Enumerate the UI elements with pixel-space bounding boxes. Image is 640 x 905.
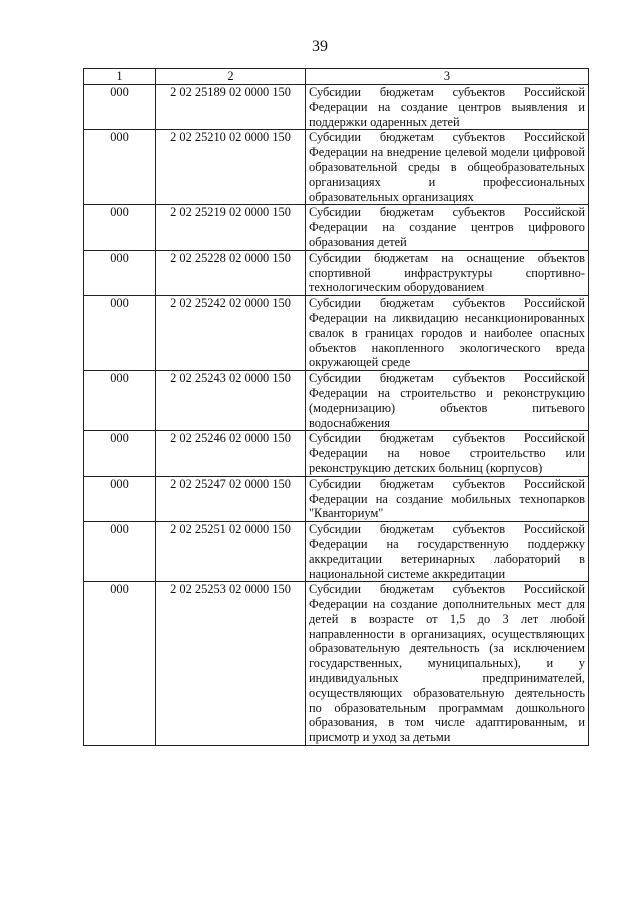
column-header-2: 2 (156, 69, 306, 85)
budget-code-cell: 2 02 25246 02 0000 150 (156, 431, 306, 476)
table-row (84, 431, 589, 476)
column-header-1: 1 (84, 69, 156, 85)
admin-code-cell: 000 (84, 431, 156, 476)
table-row (84, 371, 589, 431)
table-header-row (84, 69, 589, 85)
admin-code-cell: 000 (84, 582, 156, 746)
description-cell: Субсидии бюджетам субъектов Российской Федерации на государственную поддержку аккредитации ветеринарных лабораторий в национальной системе аккредитации (306, 522, 589, 582)
admin-code-cell: 000 (84, 85, 156, 130)
description-cell: Субсидии бюджетам субъектов Российской Федерации на внедрение целевой модели цифровой образовательной среды в общеобразовательных организациях и профессиональных образовательных организациях (306, 130, 589, 205)
table-row (84, 130, 589, 205)
admin-code-cell: 000 (84, 250, 156, 295)
budget-code-cell: 2 02 25210 02 0000 150 (156, 130, 306, 205)
column-header-3: 3 (306, 69, 589, 85)
admin-code-cell: 000 (84, 476, 156, 521)
description-cell: Субсидии бюджетам субъектов Российской Федерации на создание центров выявления и поддержки одаренных детей (306, 85, 589, 130)
table-row (84, 582, 589, 746)
budget-code-cell: 2 02 25247 02 0000 150 (156, 476, 306, 521)
admin-code-cell: 000 (84, 296, 156, 371)
admin-code-cell: 000 (84, 205, 156, 250)
budget-code-cell: 2 02 25251 02 0000 150 (156, 522, 306, 582)
table-row (84, 205, 589, 250)
budget-code-cell: 2 02 25243 02 0000 150 (156, 371, 306, 431)
budget-code-cell: 2 02 25253 02 0000 150 (156, 582, 306, 746)
budget-code-cell: 2 02 25242 02 0000 150 (156, 296, 306, 371)
admin-code-cell: 000 (84, 371, 156, 431)
description-cell: Субсидии бюджетам субъектов Российской Федерации на строительство и реконструкцию (модернизацию) объектов питьевого водоснабжения (306, 371, 589, 431)
admin-code-cell: 000 (84, 522, 156, 582)
table-row (84, 522, 589, 582)
description-cell: Субсидии бюджетам субъектов Российской Федерации на создание дополнительных мест для детей в возрасте от 1,5 до 3 лет любой направленности в организациях, осуществляющих образовательную деятельность (за исключением государственных, муниципальных), и у индивидуальных предпринимателей, осуществляющих образовательную деятельность по образовательным программам дошкольного образования, в том числе адаптированным, и присмотр и уход за детьми (306, 582, 589, 746)
table-row (84, 250, 589, 295)
page-number: 39 (312, 38, 328, 55)
budget-code-cell: 2 02 25228 02 0000 150 (156, 250, 306, 295)
table-row (84, 476, 589, 521)
description-cell: Субсидии бюджетам субъектов Российской Федерации на создание центров цифрового образования детей (306, 205, 589, 250)
admin-code-cell: 000 (84, 130, 156, 205)
budget-code-cell: 2 02 25189 02 0000 150 (156, 85, 306, 130)
description-cell: Субсидии бюджетам на оснащение объектов спортивной инфраструктуры спортивно-технологическим оборудованием (306, 250, 589, 295)
description-cell: Субсидии бюджетам субъектов Российской Федерации на новое строительство или реконструкцию детских больниц (корпусов) (306, 431, 589, 476)
table-row (84, 296, 589, 371)
description-cell: Субсидии бюджетам субъектов Российской Федерации на ликвидацию несанкционированных свалок в границах городов и наиболее опасных объектов накопленного экологического вреда окружающей среде (306, 296, 589, 371)
description-cell: Субсидии бюджетам субъектов Российской Федерации на создание мобильных технопарков "Кванториум" (306, 476, 589, 521)
budget-code-cell: 2 02 25219 02 0000 150 (156, 205, 306, 250)
budget-classification-table (83, 68, 589, 746)
table-row (84, 85, 589, 130)
